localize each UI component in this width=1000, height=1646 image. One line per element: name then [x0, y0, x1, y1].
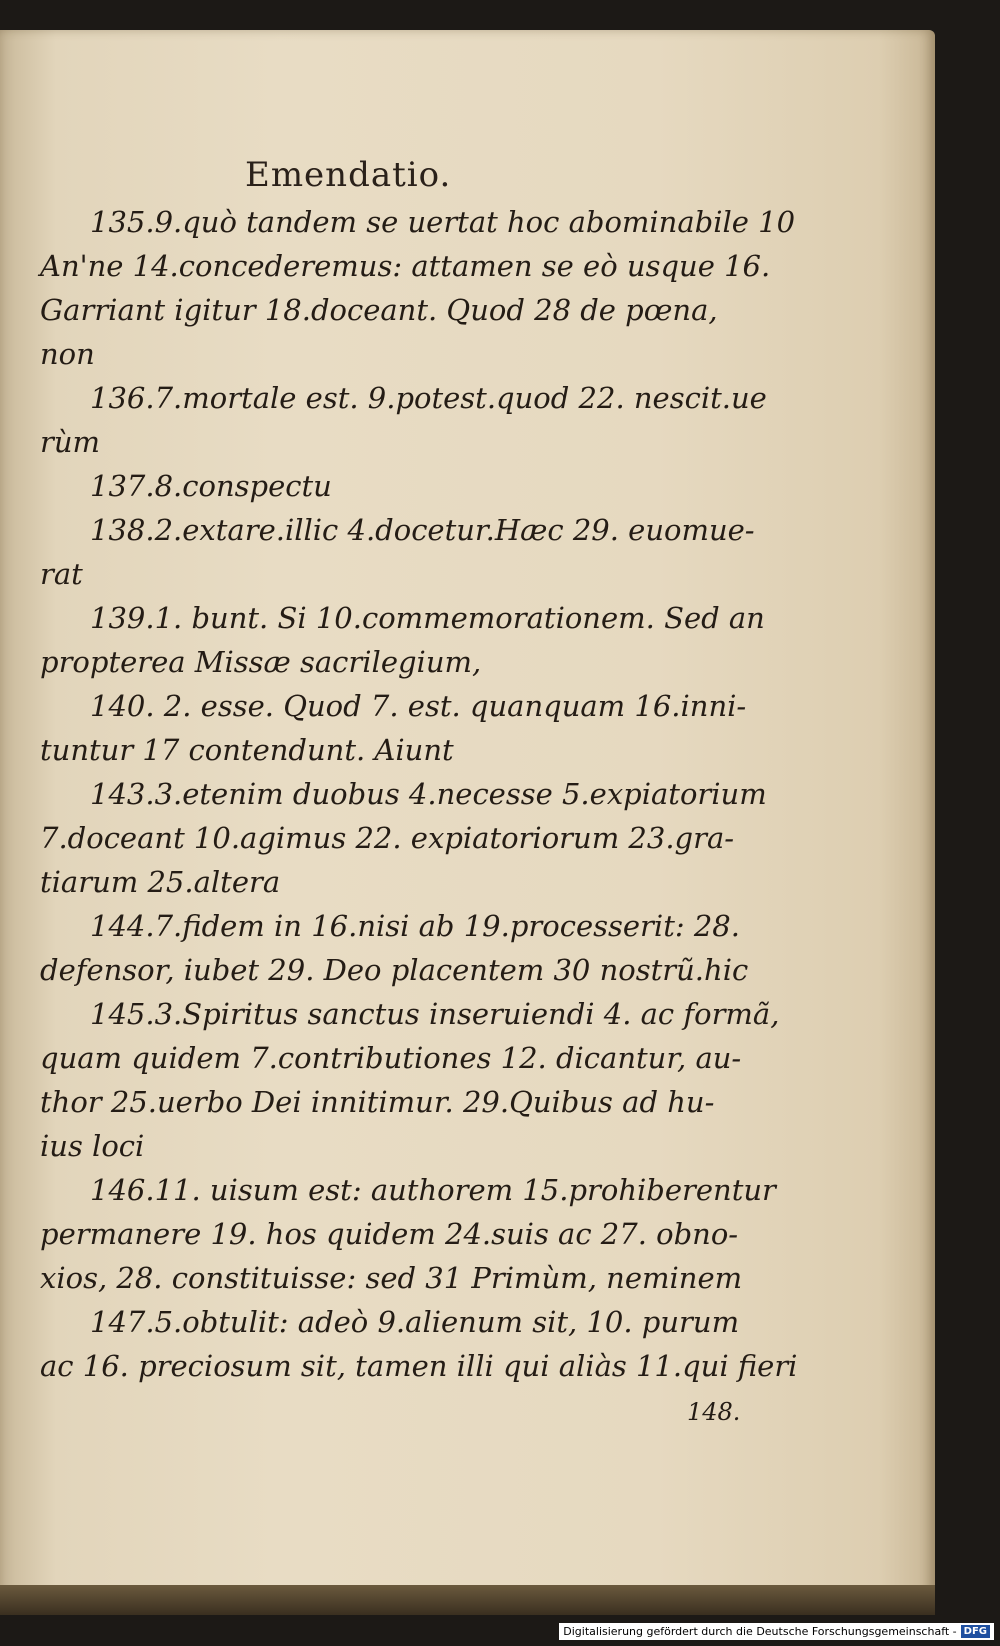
errata-line: xios, 28. constituisse: sed 31 Primùm, neminem — [40, 1261, 743, 1295]
errata-line: Garriant igitur 18.doceant. Quod 28 de pœna, — [40, 293, 718, 327]
errata-line: 139.1. bunt. Si 10.commemorationem. Sed an — [90, 601, 765, 635]
page-edge — [0, 1585, 935, 1615]
errata-line: tiarum 25.altera — [40, 865, 281, 899]
errata-line: rùm — [40, 425, 101, 459]
errata-list — [40, 200, 798, 1388]
errata-line: permanere 19. hos quidem 24.suis ac 27. obno- — [40, 1217, 739, 1251]
errata-line: rat — [40, 557, 83, 591]
errata-line: 135.9.quò tandem se uertat hoc abominabile 10 — [90, 205, 796, 239]
credit-text: Digitalisierung gefördert durch die Deutsche Forschungsgemeinschaft - — [563, 1625, 957, 1638]
errata-line: 136.7.mortale est. 9.potest.quod 22. nescit.ue — [90, 381, 767, 415]
errata-line: 143.3.etenim duobus 4.necesse 5.expiatorium — [90, 777, 767, 811]
errata-line: ius loci — [40, 1129, 145, 1163]
errata-line: 140. 2. esse. Quod 7. est. quanquam 16.inni- — [90, 689, 747, 723]
errata-line: 144.7.fidem in 16.nisi ab 19.processerit: 28. — [90, 909, 740, 943]
digitization-credit — [559, 1623, 994, 1640]
errata-line: thor 25.uerbo Dei innitimur. 29.Quibus ad hu- — [40, 1085, 715, 1119]
errata-line: non — [40, 337, 95, 371]
errata-line: 147.5.obtulit: adeò 9.alienum sit, 10. purum — [90, 1305, 740, 1339]
errata-line: 146.11. uisum est: authorem 15.prohiberentur — [90, 1173, 776, 1207]
dfg-logo: DFG — [961, 1625, 990, 1638]
errata-line: 137.8.conspectu — [90, 469, 332, 503]
errata-line: An'ne 14.concederemus: attamen se eò usque 16. — [40, 249, 771, 283]
catchword: 148. — [687, 1398, 741, 1426]
book-page — [0, 30, 935, 1615]
errata-line: defensor, iubet 29. Deo placentem 30 nostrũ.hic — [40, 953, 749, 987]
page-heading: Emendatio. — [245, 155, 452, 195]
errata-line: 7.doceant 10.agimus 22. expiatoriorum 23.gra- — [40, 821, 735, 855]
errata-line: tuntur 17 contendunt. Aiunt — [40, 733, 454, 767]
errata-line: quam quidem 7.contributiones 12. dicantur, au- — [40, 1041, 742, 1075]
errata-line: propterea Missæ sacrilegium, — [40, 645, 482, 679]
errata-line: 138.2.extare.illic 4.docetur.Hæc 29. euomue- — [90, 513, 755, 547]
errata-line: 145.3.Spiritus sanctus inseruiendi 4. ac formã, — [90, 997, 780, 1031]
errata-line: ac 16. preciosum sit, tamen illi qui aliàs 11.qui fieri — [40, 1349, 798, 1383]
